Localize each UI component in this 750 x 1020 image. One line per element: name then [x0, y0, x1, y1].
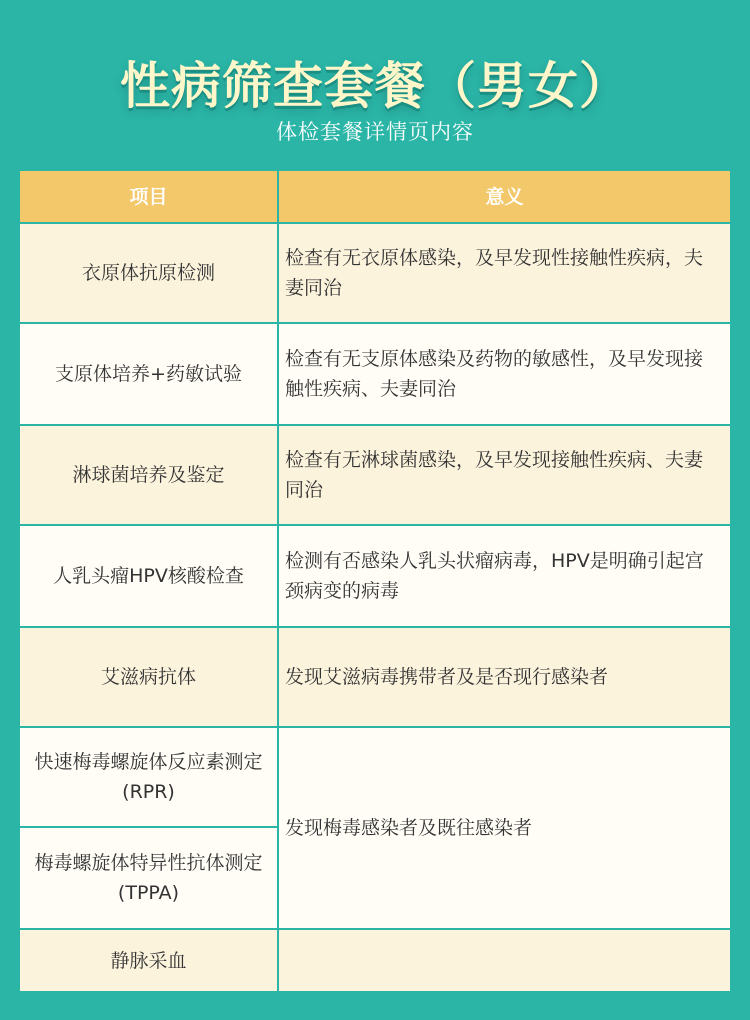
- column-header-item: 项目: [20, 171, 277, 222]
- table-row-meaning: 检测有否感染人乳头状瘤病毒，HPV是明确引起宫颈病变的病毒: [279, 526, 730, 626]
- table-row-item: 人乳头瘤HPV核酸检查: [20, 526, 277, 626]
- package-table: [20, 171, 730, 991]
- table-row-item: 梅毒螺旋体特异性抗体测定(TPPA): [20, 828, 277, 928]
- table-row-item: 静脉采血: [20, 930, 277, 991]
- table-row-meaning: 检查有无支原体感染及药物的敏感性，及早发现接触性疾病、夫妻同治: [279, 324, 730, 424]
- table-row-item: 淋球菌培养及鉴定: [20, 426, 277, 524]
- table-row-item: 快速梅毒螺旋体反应素测定(RPR): [20, 728, 277, 826]
- table-row-meaning: [279, 930, 730, 991]
- table-row-item: 衣原体抗原检测: [20, 224, 277, 322]
- page-title: 性病筛查套餐（男女）: [120, 57, 630, 115]
- column-header-meaning: 意义: [279, 171, 730, 222]
- table-row-meaning: 检查有无衣原体感染，及早发现性接触性疾病，夫妻同治: [279, 224, 730, 322]
- table-row-meaning: 检查有无淋球菌感染，及早发现接触性疾病、夫妻同治: [279, 426, 730, 524]
- table-row-item: 艾滋病抗体: [20, 628, 277, 726]
- table-row-meaning: 发现梅毒感染者及既往感染者: [279, 728, 730, 928]
- table-row-meaning: 发现艾滋病毒携带者及是否现行感染者: [279, 628, 730, 726]
- page-subtitle: 体检套餐详情页内容: [276, 120, 474, 144]
- table-row-item: 支原体培养+药敏试验: [20, 324, 277, 424]
